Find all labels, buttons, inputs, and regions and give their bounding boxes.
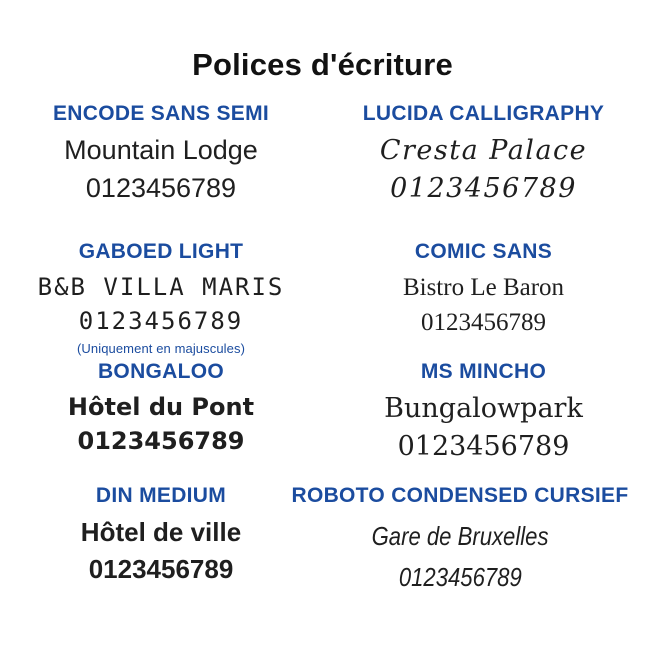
font-sample-block-lucida-calligraphy [322, 102, 645, 210]
font-name-heading: DIN MEDIUM [95, 484, 227, 507]
font-sample-block-roboto-condensed-cursief [283, 484, 637, 597]
sample-digits: 0123456789 [398, 561, 522, 592]
sample-text: Bungalowpark [384, 393, 583, 424]
sample-digits: 0123456789 [397, 430, 570, 462]
font-sample-block-bongaloo [0, 360, 322, 460]
sample-text: Hôtel de ville [80, 517, 242, 547]
font-name-heading: MS MINCHO [420, 360, 547, 383]
sample-digits: 0123456789 [88, 553, 234, 584]
sample-text: B&B VILLA MARIS [37, 273, 285, 301]
sample-digits: 0123456789 [421, 309, 546, 337]
font-name-heading: GABOED LIGHT [78, 240, 244, 263]
font-sample-block-din-medium [0, 484, 322, 589]
font-name-heading: ENCODE SANS SEMI [53, 102, 269, 125]
sample-text: Cresta Palace [379, 135, 588, 166]
sample-text: Hôtel du Pont [67, 393, 255, 421]
font-sample-block-ms-mincho [322, 360, 645, 468]
sample-text: Bistro Le Baron [402, 274, 565, 301]
sample-digits: 0123456789 [78, 307, 244, 335]
sample-digits: 0123456789 [85, 172, 237, 203]
sample-text: Gare de Bruxelles [371, 521, 549, 551]
font-name-heading: BONGALOO [97, 360, 225, 383]
sample-text: Mountain Lodge [64, 135, 258, 165]
sample-digits: 0123456789 [77, 427, 245, 455]
font-name-heading: ROBOTO CONDENSED CURSIEF [291, 484, 629, 507]
font-name-heading: LUCIDA CALLIGRAPHY [362, 102, 605, 125]
sample-digits: 0123456789 [390, 172, 577, 204]
page-title: Polices d'écriture [192, 46, 453, 82]
uppercase-only-note: (Uniquement en majuscules) [76, 341, 246, 356]
font-sample-block-comic-sans [322, 240, 645, 343]
font-sample-block-encode-sans-semi [0, 102, 322, 210]
font-sample-block-gaboed-light [0, 240, 322, 356]
font-name-heading: COMIC SANS [414, 240, 553, 263]
